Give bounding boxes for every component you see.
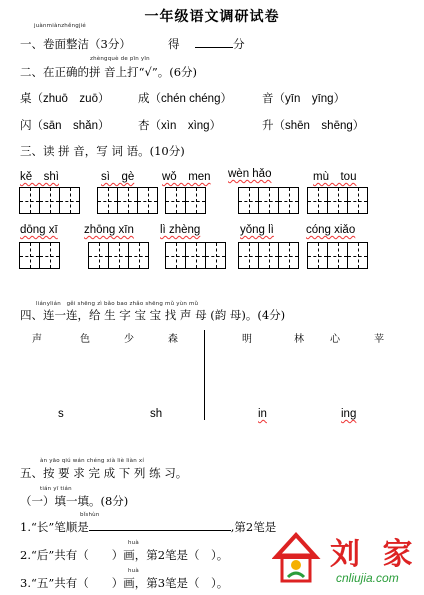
char-item[interactable]: 明 [242,334,252,345]
q2-pinyin: zhèngquè de pīn yīn [90,56,150,62]
q2-item[interactable]: 升（shēn shēng） [262,120,365,132]
q2-item[interactable]: 桌（zhuō zuō） [20,93,110,105]
char-item[interactable]: 苹 [374,334,384,345]
char-item[interactable]: 森 [168,334,178,345]
char-item[interactable]: 少 [124,334,134,345]
q3-word: lì zhèng [160,224,201,236]
watermark-text: 刘 家 [330,537,419,572]
writing-grid[interactable] [19,242,60,269]
q2-item[interactable]: 杏（xìn xìng） [138,120,222,132]
writing-grid[interactable] [307,242,368,269]
q3-word: wèn hǎo [228,168,272,180]
q5-text: 五、按 要 求 完 成 下 列 练 习。 [20,466,188,480]
watermark-logo [272,527,420,591]
item-tail: ,第2笔是 [230,520,277,534]
page-title: 一年级语文调研试卷 [144,9,280,25]
writing-grid[interactable] [19,187,80,214]
letter-item[interactable]: in [258,408,267,420]
q2-text: 二、在正确的拼 音上打“√”。(6分) [20,65,198,79]
score-unit: 分 [233,37,245,51]
item-pinyin: huà [128,540,139,546]
q3-word: zhōng xīn [84,224,134,236]
item-pinyin: huà [128,568,139,574]
q4-text: 四、连一连，给 生 字 宝 宝 找 声 母 (韵 母)。(4分) [20,308,286,322]
q3-word: wǒ men [162,171,211,183]
q1-score [168,36,245,52]
q3-word: cóng xiǎo [306,224,356,236]
divider-line [204,330,205,420]
q1-pinyin: juànmiànzhěngjié [34,23,86,29]
q5-sub-pinyin: tián yī tián [40,486,72,492]
letter-item[interactable]: sh [150,408,163,420]
item-pinyin: bǐshùn [80,512,100,518]
answer-blank[interactable] [89,520,231,531]
q3-word: dōng xī [20,224,58,236]
q2-item[interactable]: 音（yīn yīng） [262,93,346,105]
letter-item[interactable]: ing [341,408,357,420]
q1-text: 一、卷面整洁（3分） [20,37,131,51]
letter-item[interactable]: s [58,408,64,420]
item-text: 1.“长”笔顺是 [20,520,89,534]
q2-item[interactable]: 闪（sān shǎn） [20,120,110,132]
writing-grid[interactable] [238,242,299,269]
writing-grid[interactable] [165,242,226,269]
writing-grid[interactable] [97,187,158,214]
char-item[interactable]: 林 [294,334,304,345]
watermark-url: cnliujia.com [336,571,399,585]
writing-grid[interactable] [165,187,206,214]
char-item[interactable]: 色 [80,334,90,345]
fill-item[interactable]: 2.“后”共有（ ）画，第2笔是（ ）。 [20,548,229,562]
q3-text: 三、读 拼 音，写 词 语。(10分) [20,144,185,158]
q5-pinyin: àn yāo qiú wán chéng xià liè liàn xí [40,458,145,464]
score-label: 得 [168,37,180,51]
q3-word: sì gè [101,171,135,183]
writing-grid[interactable] [238,187,299,214]
writing-grid[interactable] [307,187,368,214]
fill-item [20,519,276,535]
char-item[interactable]: 声 [32,334,42,345]
q3-word: kě shì [20,171,59,183]
char-item[interactable]: 心 [330,334,340,345]
q4-pinyin: liánylián gěi shēng zì bǎo bao zhǎo shēng mǔ yùn mǔ [36,301,199,307]
q2-item[interactable]: 成（chén chéng） [138,93,232,105]
fill-item[interactable]: 3.“五”共有（ ）画，第3笔是（ ）。 [20,576,229,590]
writing-grid[interactable] [88,242,149,269]
q5-sub: （一）填一填。(8分) [20,494,129,508]
q3-word: mù tou [313,171,357,183]
q3-word: yǒng lì [240,224,274,236]
score-blank[interactable] [195,37,233,48]
